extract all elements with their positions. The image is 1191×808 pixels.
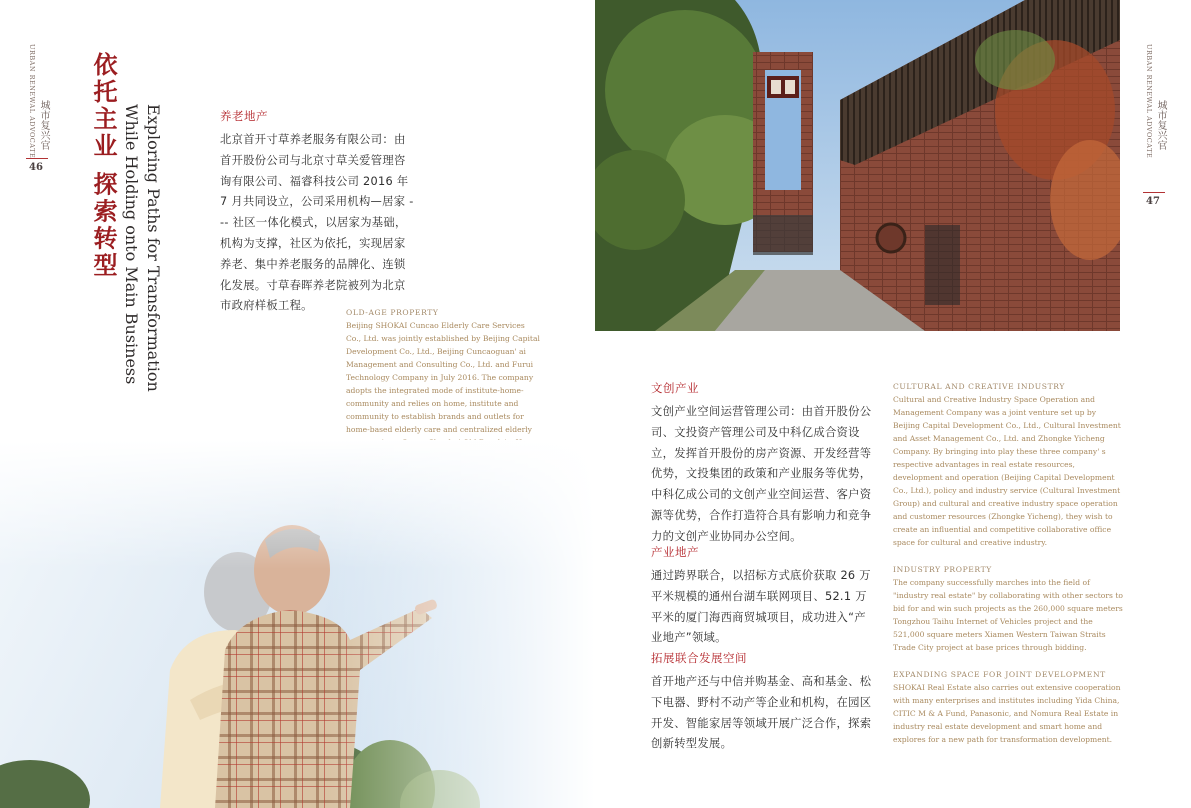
page-title-cn: 依托主业 探索转型 [89,52,118,280]
en-body-cultural: Cultural and Creative Industry Space Operation and Management Company was a joint venture set up by Beijing Capital Development Co., Ltd., Cultural Investment and Asset Management Co., Ltd. and Zhongke Yicheng Company. By bringing into play these three company' s respective advantages in real estate resources, development and operation (Beijing Capital Development Co., Ltd.), policy and industry service (Cultural Investment Group) and cultural and creative industry space operation and customer resources (Zhongke Yicheng), they wish to create an influential and competitive collaborative office space for cultural and creative industry. [893,395,1121,547]
left-page [0,0,595,808]
page-title-en [120,104,164,392]
section-body-cultural: 文创产业空间运营管理公司：由首开股份公司、文投资产管理公司及中科亿成合资设立，发挥首开股份的房产资源、开发经营等优势，文投集团的政策和产业服务等优势，中科亿成公司的文创产业空间运营、客户资源等优势，合作打造符合具有影响力和竞争力的文创产业协同办公空间。 [651,405,872,543]
running-head-cn: 城市复兴官 [38,100,49,150]
en-heading-old-age: OLD-AGE PROPERTY [346,308,439,317]
section-heading-old-age: 养老地产 [220,109,268,123]
running-head-rule [1143,192,1165,193]
running-head-rule [26,158,48,159]
couple-photo [0,440,595,808]
running-head-cn: 城市复兴官 [1155,100,1166,150]
en-heading-industry: INDUSTRY PROPERTY [893,565,992,574]
en-body-industry: The company successfully marches into the field of "industry real estate" by collaborating with other sectors to bid for and win such projects as the 260,000 square meters Tongzhou Taihu Internet of Vehicles project and the 521,000 square meters Xiamen Western Taiwan Straits Trade City project at base prices through bidding. [893,578,1123,652]
title-en-line-1: Exploring Paths for Transformation [144,104,163,392]
title-en-line-2: While Holding onto Main Business [122,104,141,385]
en-heading-cultural: CULTURAL AND CREATIVE INDUSTRY [893,382,1065,391]
running-head-left [26,44,50,174]
section-body-industry: 通过跨界联合，以招标方式底价获取 26 万平米规模的通州台湖车联网项目、52.1 万平米的厦门海西商贸城项目，成功进入“产业地产”领域。 [651,569,871,645]
section-heading-expanding: 拓展联合发展空间 [651,651,747,665]
right-page [595,0,1191,808]
en-block-cultural [893,380,1123,549]
building-photo [595,0,1120,331]
en-block-expanding [893,668,1123,746]
section-heading-industry: 产业地产 [651,545,699,559]
page-number: 46 [29,162,43,173]
en-heading-expanding: EXPANDING SPACE FOR JOINT DEVELOPMENT [893,670,1106,679]
section-body-expanding: 首开地产还与中信并购基金、高和基金、松下电器、野村不动产等企业和机构，在园区开发、智能家居等领域开展广泛合作，探索创新转型发展。 [651,675,872,751]
running-head-en: URBAN RENEWAL ADVOCATE [28,44,36,159]
section-heading-cultural: 文创产业 [651,381,699,395]
section-body-old-age: 北京首开寸草养老服务有限公司：由首开股份公司与北京寸草关爱管理咨询有限公司、福睿科技公司 2016 年 7 月共同设立，公司采用机构—居家 --- 社区一体化模式，以居家为基础，机构为支撑，社区为依托，实现居家养老、集中养老服务的品牌化、连锁化发展。寸草春晖养老院被列为北京市政府样板工程。 [220,133,414,313]
running-head-right [1143,44,1167,207]
page-number: 47 [1146,196,1160,207]
en-block-industry [893,563,1123,654]
en-body-expanding: SHOKAI Real Estate also carries out extensive cooperation with many enterprises and institutes including Yida China, CITIC M & A Fund, Panasonic, and Nomura Real Estate in industry real estate development and smart home and explores for a new path for transformation development. [893,683,1121,744]
running-head-en: URBAN RENEWAL ADVOCATE [1145,44,1153,159]
en-body-old-age: Beijing SHOKAI Cuncao Elderly Care Services Co., Ltd. was jointly established by Beijing Capital Development Co., Ltd., Beijing Cuncaoguan' ai Management and Consulting Co., Ltd. and Furui Technology Company in July 2016. The company adopts the integrated mode of institute-home-community and relies on home, institute and community to establish brands and outlets for home-based elderly care and centralized elderly [346,321,540,434]
